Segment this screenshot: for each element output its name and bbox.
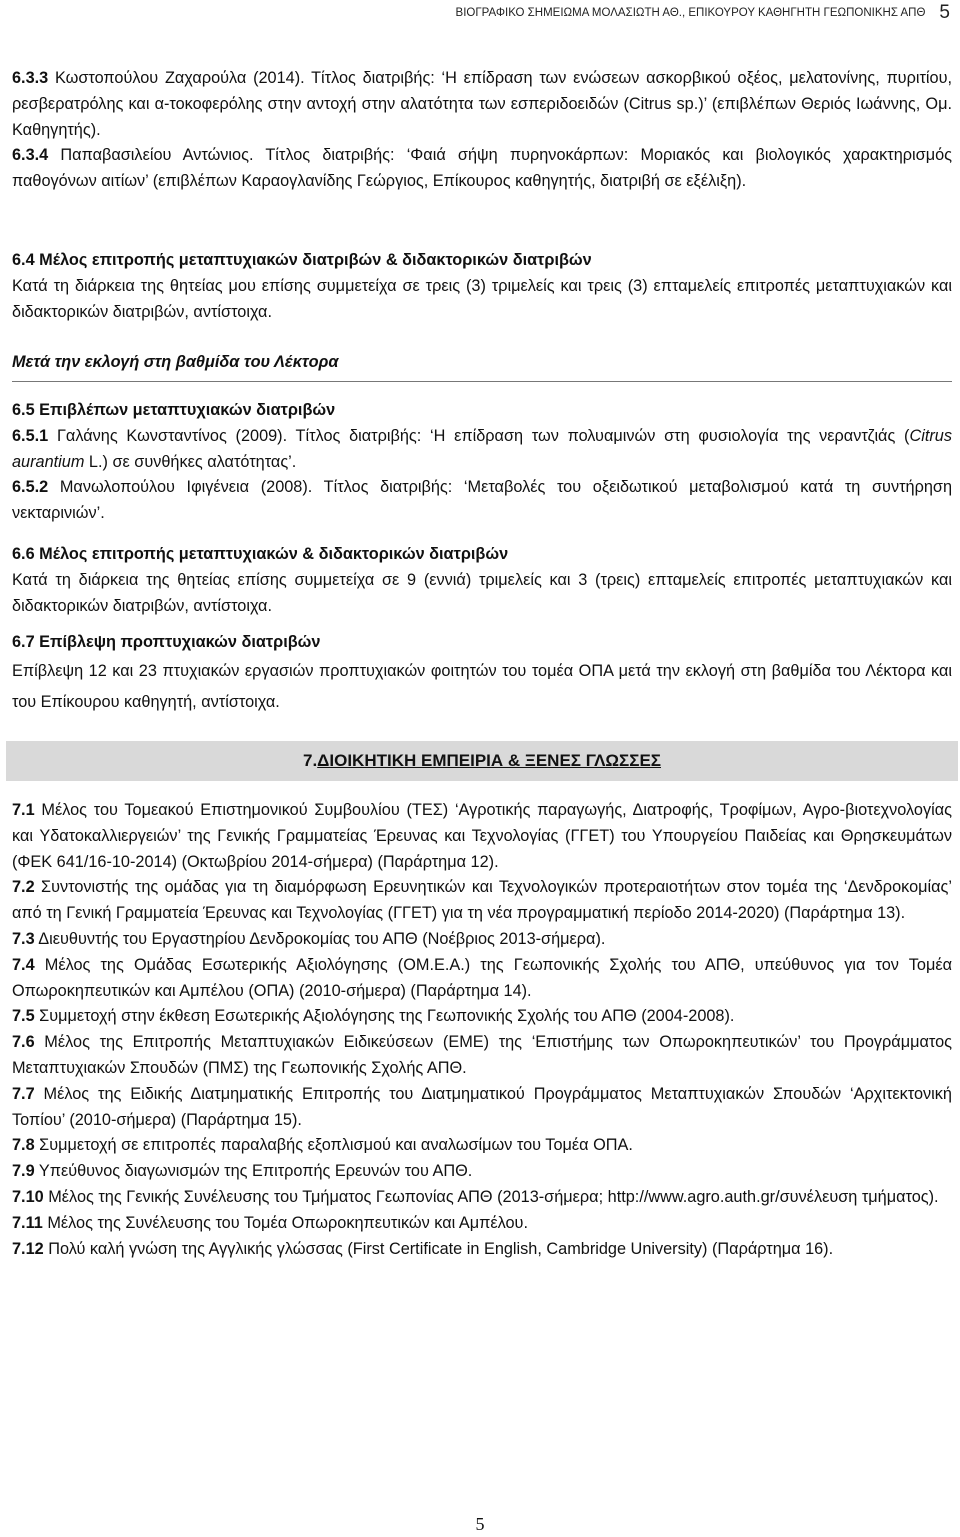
item-7-4-label: 7.4 — [12, 955, 35, 974]
section-6-5-heading: 6.5 Επιβλέπων μεταπτυχιακών διατριβών — [12, 401, 336, 419]
section-7-list — [12, 798, 952, 1262]
item-7-2-label: 7.2 — [12, 878, 35, 897]
footer-page-number: 5 — [475, 1514, 485, 1534]
running-header — [456, 2, 950, 24]
item-7-6-label: 7.6 — [12, 1033, 35, 1052]
item-7-11 — [12, 1211, 952, 1237]
section-6-6-heading: 6.6 Μέλος επιτροπής μεταπτυχιακών & διδακτορικών διατριβών — [12, 545, 509, 563]
item-7-5-label: 7.5 — [12, 1007, 35, 1026]
item-7-5 — [12, 1004, 952, 1030]
item-7-9-text: Υπεύθυνος διαγωνισμών της Επιτροπής Ερευνών του ΑΠΘ. — [34, 1162, 473, 1181]
section-6-7-heading: 6.7 Επίβλεψη προπτυχιακών διατριβών — [12, 633, 321, 651]
item-7-8-label: 7.8 — [12, 1136, 35, 1155]
thesis-652-text: Μανωλοπούλου Ιφιγένεια (2008). Τίτλος διατριβής: ‘Μεταβολές του οξειδωτικού μεταβολισμού κατά τη συντήρηση νεκταρινιών’. — [12, 478, 952, 523]
thesis-652 — [12, 475, 952, 527]
thesis-652-label: 6.5.2 — [12, 478, 49, 497]
item-7-11-label: 7.11 — [12, 1213, 43, 1232]
item-7-10-text: Μέλος της Γενικής Συνέλευσης του Τμήματος Γεωπονίας ΑΠΘ (2013-σήμερα; http://www.agro.auth.gr/συνέλευση τμήματος). — [43, 1187, 939, 1206]
item-7-3-label: 7.3 — [12, 929, 35, 948]
item-7-2 — [12, 875, 952, 927]
header-page-number: 5 — [939, 2, 950, 23]
thesis-651-post: L.) σε συνθήκες αλατότητας’. — [84, 452, 297, 471]
item-7-5-text: Συμμετοχή στην έκθεση Εσωτερικής Αξιολόγησης της Γεωπονικής Σχολής του ΑΠΘ (2004-2008). — [34, 1007, 735, 1026]
item-7-6-text: Μέλος της Επιτροπής Μεταπτυχιακών Ειδικεύσεων (ΕΜΕ) της ‘Επιστήμης των Οπωροκηπευτικών’ του Προγράμματος Μεταπτυχιακών Σπουδών (ΠΜΣ) της Γεωπονικής Σχολής ΑΠΘ. — [12, 1033, 952, 1077]
section-6-7-text: Επίβλεψη 12 και 23 πτυχιακών εργασιών προπτυχιακών φοιτητών του τομέα ΟΠΑ μετά την εκλογή στη βαθμίδα του Λέκτορα και του Επίκουρου καθηγητή, αντίστοιχα. — [12, 661, 952, 711]
section-6-5 — [12, 398, 952, 527]
section-7-title: ΔΙΟΙΚΗΤΙΚΗ ΕΜΠΕΙΡΙΑ & ΞΕΝΕΣ ΓΛΩΣΣΕΣ — [317, 751, 661, 770]
item-7-10 — [12, 1185, 952, 1211]
item-7-2-text: Συντονιστής της ομάδας για τη διαμόρφωση Ερευνητικών και Τεχνολογικών προτεραιοτήτων στον τομέα της ‘Δενδροκομίας’ από τη Γενική Γραμματεία Έρευνας και Τεχνολογίας (ΓΓΕΤ) για τη νέα προγραμματική περίοδο 2014-2020) (Παράρτημα 13). — [12, 878, 952, 923]
item-7-11-text: Μέλος της Συνέλευσης του Τομέα Οπωροκηπευτικών και Αμπέλου. — [42, 1213, 528, 1232]
item-7-8 — [12, 1133, 952, 1159]
item-7-1 — [12, 798, 952, 875]
thesis-651 — [12, 424, 952, 476]
section-7-heading — [6, 741, 958, 781]
lektor-heading: Μετά την εκλογή στη βαθμίδα του Λέκτορα — [12, 350, 952, 382]
item-7-12-text: Πολύ καλή γνώση της Αγγλικής γλώσσας (First Certificate in English, Cambridge University) (Παράρτημα 16). — [43, 1239, 834, 1258]
lektor-block — [12, 350, 952, 382]
section-6-4-text: Κατά τη διάρκεια της θητείας μου επίσης συμμετείχα σε τρεις (3) τριμελείς και τρεις (3) επταμελείς επιτροπές μεταπτυχιακών και διδακτορικών διατριβών, αντίστοιχα. — [12, 276, 952, 321]
item-7-9 — [12, 1159, 952, 1185]
thesis-651-pre: Γαλάνης Κωνσταντίνος (2009). Τίτλος διατριβής: ‘Η επίδραση των πολυαμινών στη φυσιολογία της νεραντζιάς ( — [48, 426, 910, 445]
item-7-7-text: Μέλος της Ειδικής Διατμηματικής Επιτροπής του Διατμηματικού Προγράμματος Μεταπτυχιακών Σπουδών ‘Αρχιτεκτονική Τοπίου’ (2010-σήμερα) (Παράρτημα 15). — [12, 1084, 952, 1129]
item-7-10-label: 7.10 — [12, 1187, 44, 1206]
item-7-1-text: Μέλος του Τομεακού Επιστημονικού Συμβουλίου (ΤΕΣ) ‘Αγροτικής παραγωγής, Διατροφής, Τροφίμων, Αγρο-βιοτεχνολογίας και Υδατοκαλλιεργειών’ της Γενικής Γραμματείας Έρευνας και Τεχνολογίας (ΓΓΕΤ) του Υπουργείου Παιδείας και Θρησκευμάτων (ΦΕΚ 641/16-10-2014) (Οκτωβρίου 2014-σήμερα) (Παράρτημα 12). — [12, 801, 952, 871]
thesis-633-text: Κωστοπούλου Ζαχαρούλα (2014). Τίτλος διατριβής: ‘Η επίδραση των ενώσεων ασκορβικού οξέος, μελατονίνης, πυριτίου, ρεσβερατρόλης και α-τοκοφερόλης στην αντοχή στην αλατότητα των εσπεριδοειδών (Citrus sp.)’ (επιβλέπων Θεριός Ιωάννης, Ομ. Καθηγητής). — [12, 69, 952, 139]
thesis-633-block — [12, 66, 952, 195]
item-7-3-text: Διευθυντής του Εργαστηρίου Δενδροκομίας του ΑΠΘ (Νοέβριος 2013-σήμερα). — [34, 929, 606, 948]
thesis-651-label: 6.5.1 — [12, 426, 49, 445]
item-7-3 — [12, 927, 952, 953]
item-7-9-label: 7.9 — [12, 1162, 35, 1181]
section-6-4-heading: 6.4 Μέλος επιτροπής μεταπτυχιακών διατριβών & διδακτορικών διατριβών — [12, 251, 592, 269]
thesis-634-label: 6.3.4 — [12, 146, 49, 165]
item-7-12-label: 7.12 — [12, 1239, 44, 1258]
thesis-651-italic: Citrus aurantium — [12, 426, 952, 471]
item-7-7 — [12, 1082, 952, 1134]
thesis-633 — [12, 66, 952, 143]
thesis-633-label: 6.3.3 — [12, 69, 49, 87]
thesis-634 — [12, 143, 952, 195]
item-7-6 — [12, 1030, 952, 1082]
item-7-1-label: 7.1 — [12, 801, 35, 819]
running-title: ΒΙΟΓΡΑΦΙΚΟ ΣΗΜΕΙΩΜΑ ΜΟΛΑΣΙΩΤΗ ΑΘ., ΕΠΙΚΟΥΡΟΥ ΚΑΘΗΓΗΤΗ ΓΕΩΠΟΝΙΚΗΣ ΑΠΘ — [455, 7, 926, 19]
item-7-7-label: 7.7 — [12, 1084, 35, 1103]
section-7-number: 7. — [302, 751, 318, 770]
section-6-6-text: Κατά τη διάρκεια της θητείας επίσης συμμετείχα σε 9 (εννιά) τριμελείς και 3 (τρεις) επταμελείς επιτροπές μεταπτυχιακών και διδακτορικών διατριβών, αντίστοιχα. — [12, 570, 952, 615]
section-6-4 — [12, 248, 952, 325]
section-6-6 — [12, 542, 952, 619]
item-7-4 — [12, 953, 952, 1005]
thesis-634-text: Παπαβασιλείου Αντώνιος. Τίτλος διατριβής: ‘Φαιά σήψη πυρηνοκάρπων: Μοριακός και βιολογικός χαρακτηρισμός παθογόνων αιτίων’ (επιβλέπων Καραογλανίδης Γεώργιος, Επίκουρος καθηγητής, διατριβή σε εξέλιξη). — [12, 146, 952, 191]
section-6-7 — [12, 630, 952, 718]
item-7-8-text: Συμμετοχή σε επιτροπές παραλαβής εξοπλισμού και αναλωσίμων του Τομέα ΟΠΑ. — [34, 1136, 633, 1155]
item-7-12 — [12, 1237, 952, 1263]
item-7-4-text: Μέλος της Ομάδας Εσωτερικής Αξιολόγησης (ΟΜ.Ε.Α.) της Γεωπονικής Σχολής του ΑΠΘ, υπεύθυνος για τον Τομέα Οπωροκηπευτικών και Αμπέλου (ΟΠΑ) (2010-σήμερα) (Παράρτημα 14). — [12, 955, 952, 1000]
